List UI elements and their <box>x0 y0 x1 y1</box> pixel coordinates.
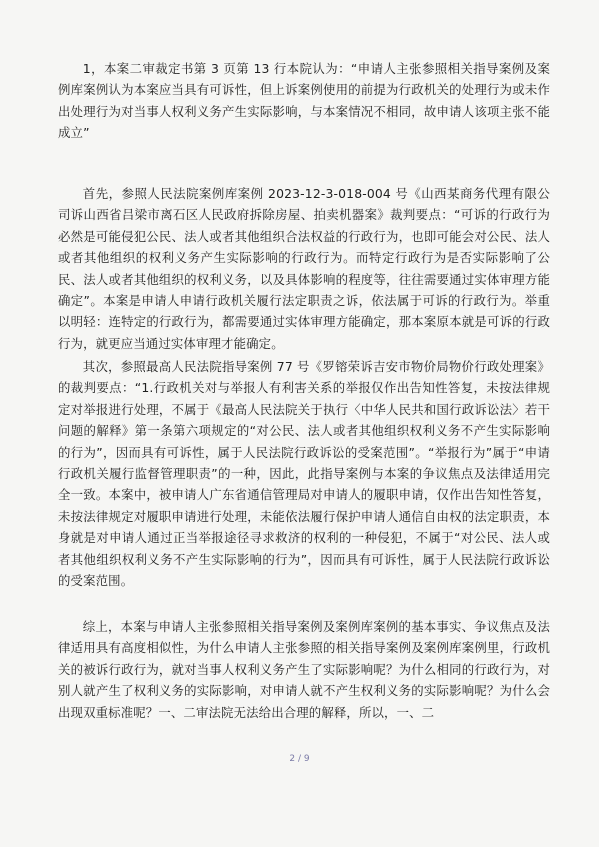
paragraph-3: 其次，参照最高人民法院指导案例 77 号《罗镕荣诉吉安市物价局物价行政处理案》的裁判要点：“1.行政机关对与举报人有利害关系的举报仅作出告知性答复，未按法律规定对举报进行处理，不属于《最高人民法院关于执行〈中华人民共和国行政诉讼法〉若干问题的解释》第一条第六项规定的“对公民、法人或者其他组织权利义务不产生实际影响的行为”，因而具有可诉性，属于人民法院行政诉讼的受案范围”。“举报行为”属于“申请行政机关履行监督管理职责”的一种，因此，此指导案例与本案的争议焦点及法律适用完全一致。本案中，被申请人广东省通信管理局对申请人的履职申请，仅作出告知性答复，未按法律规定对履职申请进行处理，未能依法履行保护申请人通信自由权的法定职责，本身就是对申请人通过正当举报途径寻求救济的权利的一种侵犯，不属于“对公民、法人或者其他组织权利义务不产生实际影响的行为”，因而具有可诉性，属于人民法院行政诉讼的受案范围。 <box>58 359 550 589</box>
paragraph-1: 1，本案二审裁定书第 3 页第 13 行本院认为：“申请人主张参照相关指导案例及案例库案例认为本案应当具有可诉性，但上诉案例使用的前提为行政机关的处理行为或未作出处理行为对当事人权利义务产生实际影响，与本案情况不相同，故申请人该项主张不能成立” <box>58 61 550 141</box>
paragraph-2: 首先，参照人民法院案例库案例 2023-12-3-018-004 号《山西某商务代理有限公司诉山西省吕梁市离石区人民政府拆除房屋、拍卖机器案》裁判要点：“可诉的行政行为必然是可能侵犯公民、法人或者其他组织合法权益的行政行为，也即可能会对公民、法人或者其他组织的权利义务产生实际影响的行政行为。而特定行政行为是否实际影响了公民、法人或者其他组织的权利义务，以及具体影响的程度等，往往需要通过实体审理方能确定”。本案是申请人申请行政机关履行法定职责之诉，依法属于可诉的行政行为。举重以明轻：连特定的行政行为，都需要通过实体审理方能确定，那本案原本就是可诉的行政行为，就更应当通过实体审理才能确定。 <box>58 186 550 351</box>
page-number: 2 / 9 <box>289 754 310 764</box>
paragraph-4: 综上，本案与申请人主张参照相关指导案例及案例库案例的基本事实、争议焦点及法律适用具有高度相似性，为什么申请人主张参照的相关指导案例及案例库案例里，行政机关的被诉行政行为，就对当事人权利义务产生了实际影响呢？为什么相同的行政行为，对别人就产生了权利义务的实际影响，对申请人就不产生权利义务的实际影响呢？为什么会出现双重标准呢？一、二审法院无法给出合理的解释，所以，一、二 <box>58 619 550 720</box>
